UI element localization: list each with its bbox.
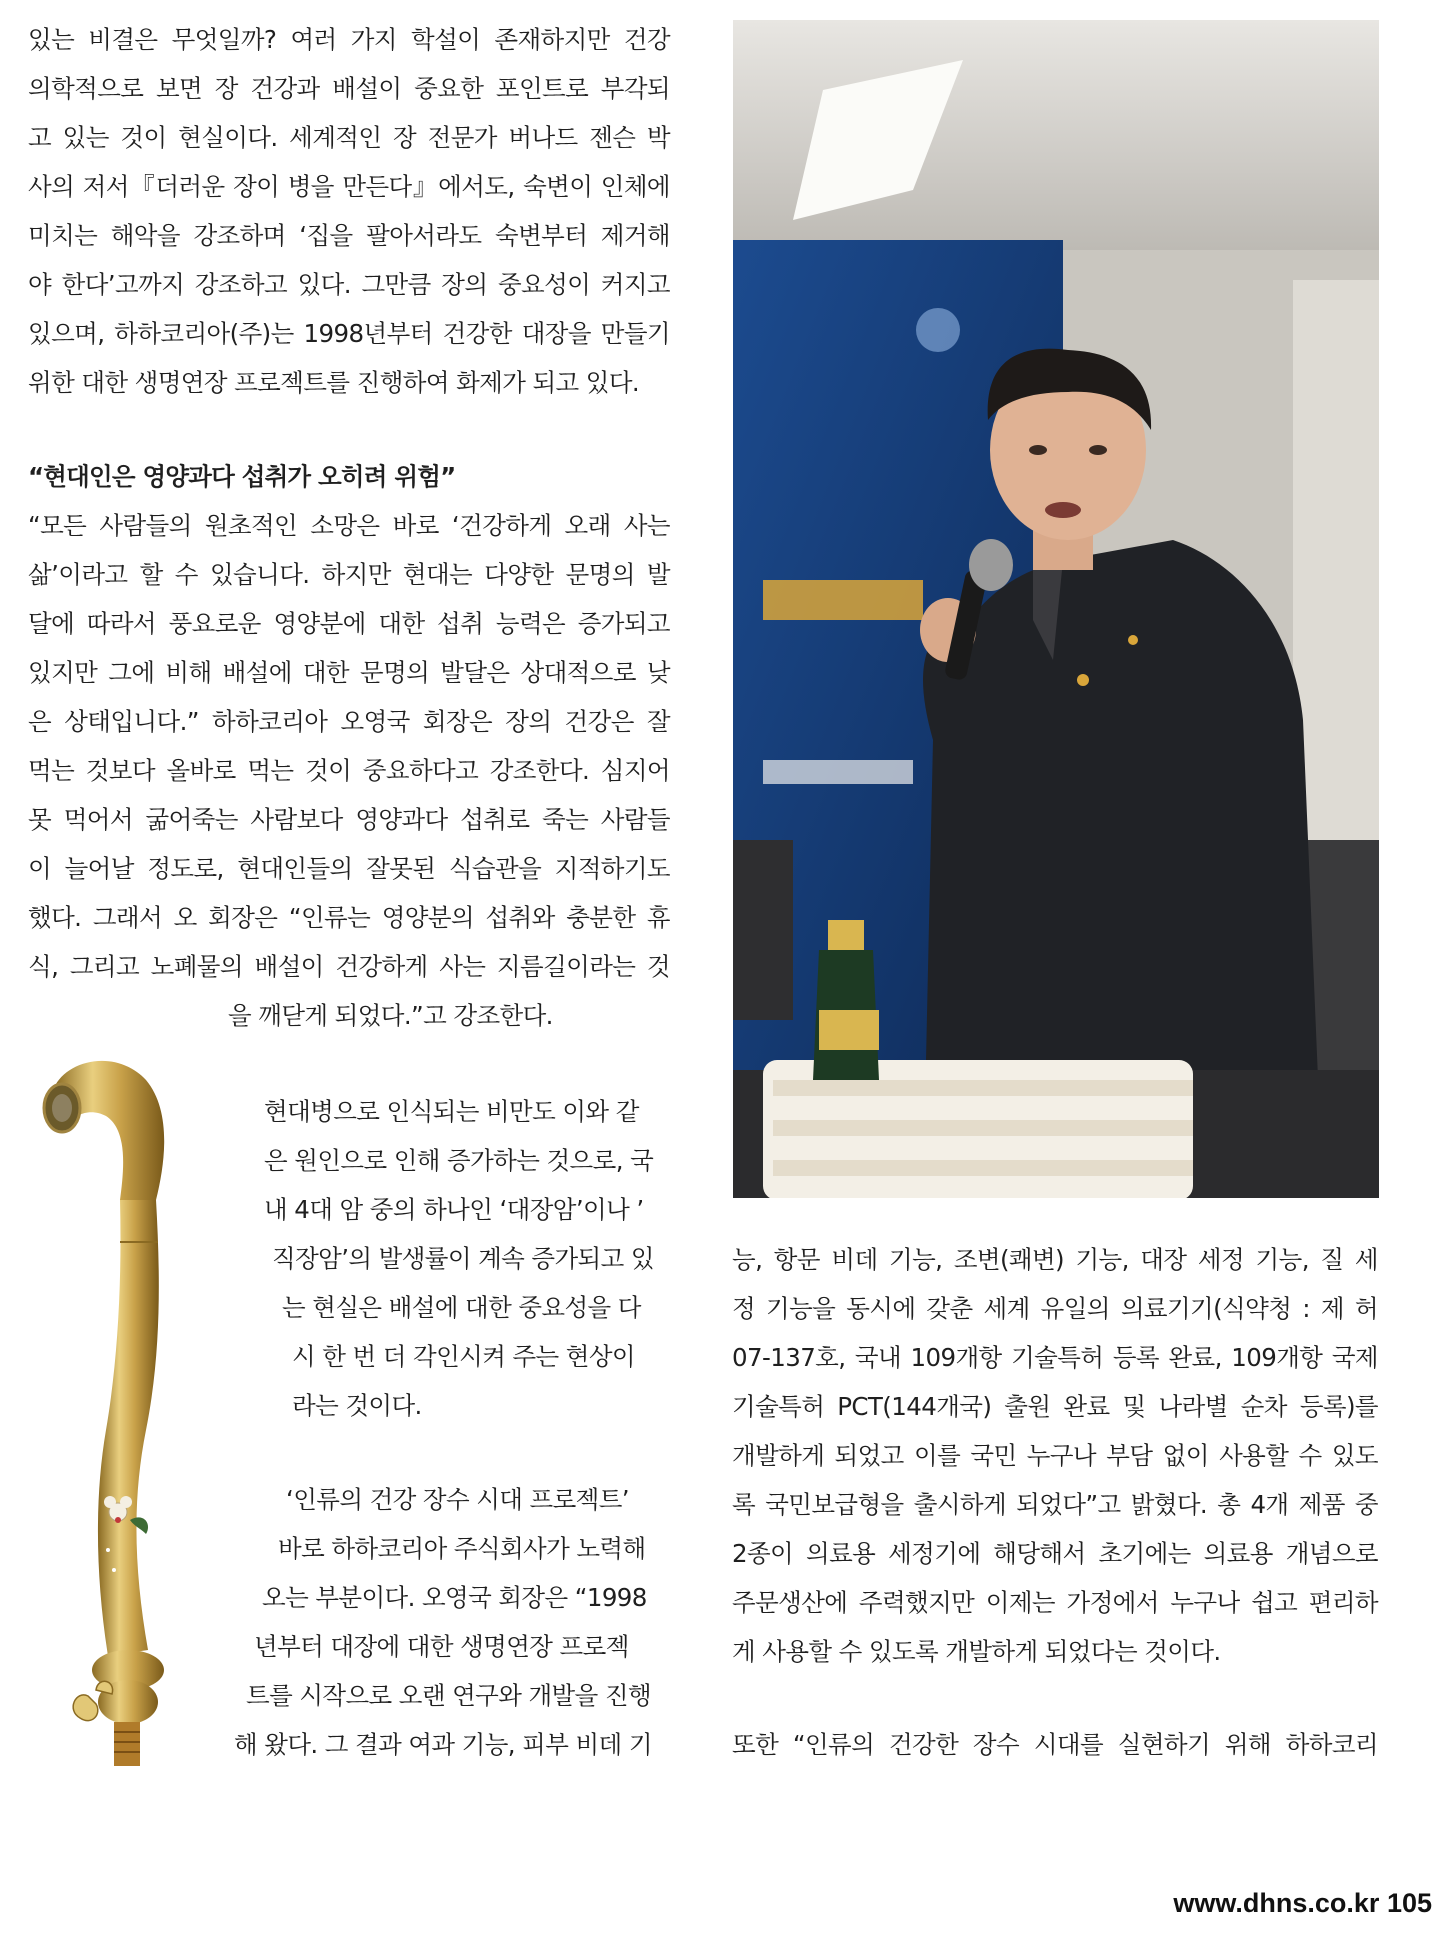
body-line: “모든 사람들의 원초적인 소망은 바로 ‘건강하게 오래 사는 <box>28 511 670 540</box>
body-line: 야 한다’고까지 강조하고 있다. 그만큼 장의 중요성이 커지고 <box>28 270 670 299</box>
body-line: 미치는 해악을 강조하며 ‘집을 팔아서라도 숙변부터 제거해 <box>28 221 670 250</box>
body-line: 현대병으로 인식되는 비만도 이와 같 <box>264 1097 639 1126</box>
body-line: 2종이 의료용 세정기에 해당해서 초기에는 의료용 개념으로 <box>732 1539 1378 1568</box>
body-line: 시 한 번 더 각인시켜 주는 현상이 <box>292 1342 635 1371</box>
body-line: 라는 것이다. <box>292 1391 422 1420</box>
body-line: 했다. 그래서 오 회장은 “인류는 영양분의 섭취와 충분한 휴 <box>28 903 670 932</box>
body-line: 정 기능을 동시에 갖춘 세계 유일의 의료기기(식약청 : 제 허 <box>732 1294 1378 1323</box>
body-line: 내 4대 암 중의 하나인 ‘대장암’이나 ’ <box>264 1195 644 1224</box>
body-line: 록 국민보급형을 출시하게 되었다”고 밝혔다. 총 4개 제품 중 <box>732 1490 1378 1519</box>
speaker-photo-illustration <box>733 20 1379 1198</box>
body-line: 못 먹어서 굶어죽는 사람보다 영양과다 섭취로 죽는 사람들 <box>28 805 670 834</box>
body-line: 직장암’의 발생률이 계속 증가되고 있 <box>272 1244 654 1273</box>
body-line: 은 원인으로 인해 증가하는 것으로, 국 <box>264 1146 654 1175</box>
body-line: 기술특허 PCT(144개국) 출원 완료 및 나라별 순차 등록)를 <box>732 1392 1378 1421</box>
body-line: 의학적으로 보면 장 건강과 배설이 중요한 포인트로 부각되 <box>28 74 670 103</box>
body-line: 식, 그리고 노폐물의 배설이 건강하게 사는 지름길이라는 것 <box>28 952 670 981</box>
product-device-image <box>36 1050 186 1790</box>
body-line: 을 깨닫게 되었다.”고 강조한다. <box>228 1001 553 1030</box>
footer-url[interactable]: www.dhns.co.kr <box>1173 1888 1380 1918</box>
body-line: 주문생산에 주력했지만 이제는 가정에서 누구나 쉽고 편리하 <box>732 1588 1378 1617</box>
body-line: 해 왔다. 그 결과 여과 기능, 피부 비데 기 <box>234 1730 652 1759</box>
body-line: 고 있는 것이 현실이다. 세계적인 장 전문가 버나드 젠슨 박 <box>28 123 670 152</box>
speaker-photo <box>733 20 1379 1198</box>
body-line: 게 사용할 수 있도록 개발하게 되었다는 것이다. <box>732 1637 1221 1666</box>
body-line: 먹는 것보다 올바로 먹는 것이 중요하다고 강조한다. 심지어 <box>28 756 670 785</box>
body-line: 년부터 대장에 대한 생명연장 프로젝 <box>254 1632 629 1661</box>
body-line: 위한 대한 생명연장 프로젝트를 진행하여 화제가 되고 있다. <box>28 368 640 397</box>
body-line: 이 늘어날 정도로, 현대인들의 잘못된 식습관을 지적하기도 <box>28 854 670 883</box>
body-line: 삶’이라고 할 수 있습니다. 하지만 현대는 다양한 문명의 발 <box>28 560 670 589</box>
body-line: 는 현실은 배설에 대한 중요성을 다 <box>282 1293 641 1322</box>
body-line: 사의 저서『더러운 장이 병을 만든다』에서도, 숙변이 인체에 <box>28 172 670 201</box>
body-line: 있는 비결은 무엇일까? 여러 가지 학설이 존재하지만 건강 <box>28 25 670 54</box>
body-line: ‘인류의 건강 장수 시대 프로젝트’ <box>286 1485 629 1514</box>
section-heading: “현대인은 영양과다 섭취가 오히려 위험” <box>28 462 456 491</box>
body-line: 능, 항문 비데 기능, 조변(쾌변) 기능, 대장 세정 기능, 질 세 <box>732 1245 1378 1274</box>
body-line: 개발하게 되었고 이를 국민 누구나 부담 없이 사용할 수 있도 <box>732 1441 1378 1470</box>
body-line: 또한 “인류의 건강한 장수 시대를 실현하기 위해 하하코리 <box>732 1730 1378 1759</box>
page-number: 105 <box>1386 1888 1432 1918</box>
body-line: 있으며, 하하코리아(주)는 1998년부터 건강한 대장을 만들기 <box>28 319 670 348</box>
body-line: 바로 하하코리아 주식회사가 노력해 <box>278 1534 646 1563</box>
body-line: 있지만 그에 비해 배설에 대한 문명의 발달은 상대적으로 낮 <box>28 658 670 687</box>
page-footer <box>1173 1888 1432 1919</box>
body-line: 달에 따라서 풍요로운 영양분에 대한 섭취 능력은 증가되고 <box>28 609 670 638</box>
body-line: 07-137호, 국내 109개항 기술특허 등록 완료, 109개항 국제 <box>732 1343 1378 1372</box>
body-line: 오는 부분이다. 오영국 회장은 “1998 <box>262 1583 647 1612</box>
body-line: 은 상태입니다.” 하하코리아 오영국 회장은 장의 건강은 잘 <box>28 707 670 736</box>
body-line: 트를 시작으로 오랜 연구와 개발을 진행 <box>246 1681 652 1710</box>
